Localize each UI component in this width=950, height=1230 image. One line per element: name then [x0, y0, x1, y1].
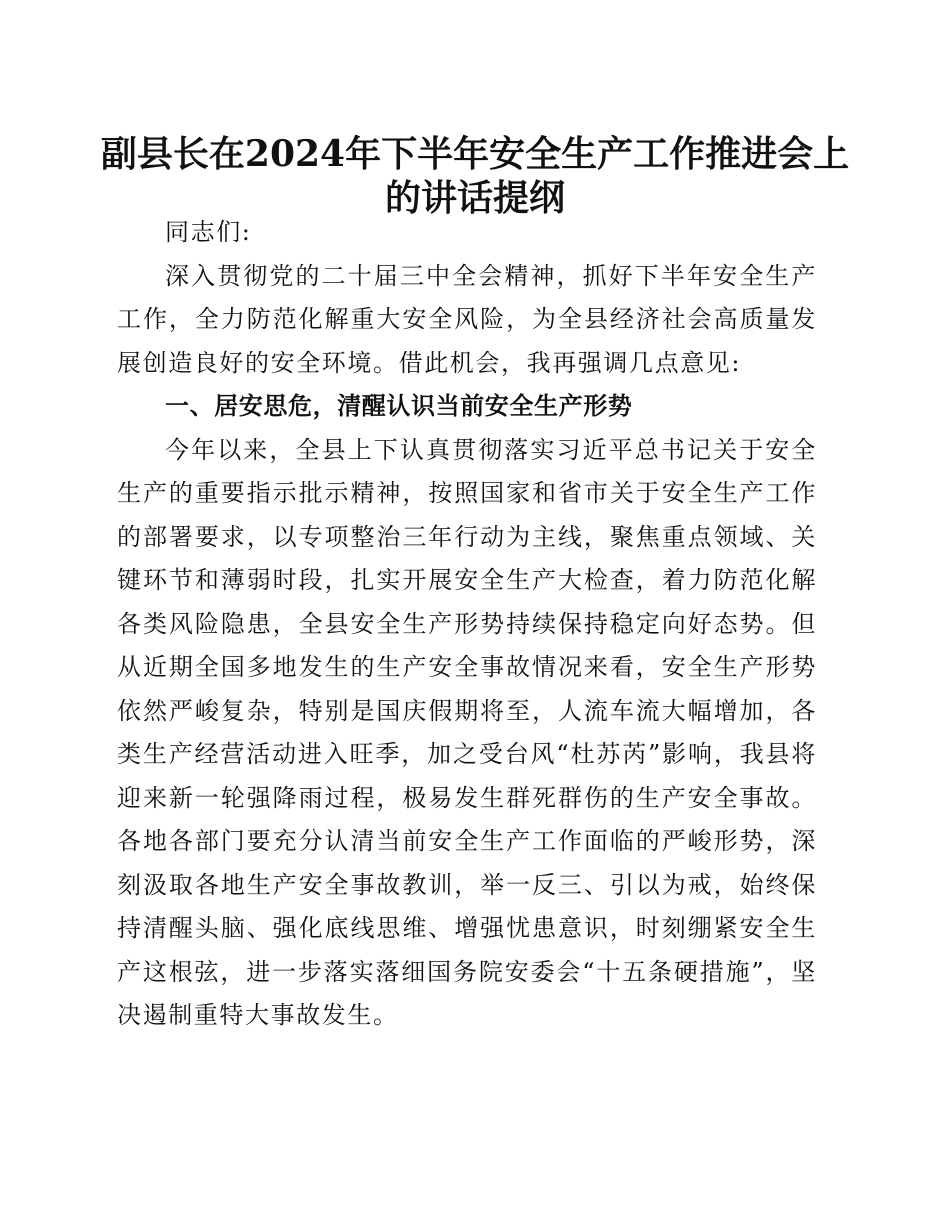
document-title: 副县长在2024年下半年安全生产工作推进会上的讲话提纲	[100, 133, 850, 219]
document-body	[117, 211, 817, 1038]
section-heading: 一、居安思危，清醒认识当前安全生产形势	[165, 392, 633, 420]
salutation: 同志们:	[165, 218, 252, 246]
intro-paragraph: 深入贯彻党的二十届三中全会精神，抓好下半年安全生产工作，全力防范化解重大安全风险，为全县经济社会高质量发展创造良好的安全环境。借此机会，我再强调几点意见:	[117, 261, 817, 377]
section-paragraph: 今年以来，全县上下认真贯彻落实习近平总书记关于安全生产的重要指示批示精神，按照国家和省市关于安全生产工作的部署要求，以专项整治三年行动为主线，聚焦重点领域、关键环节和薄弱时段，扎实开展安全生产大检查，着力防范化解各类风险隐患，全县安全生产形势持续保持稳定向好态势。但从近期全国多地发生的生产安全事故情况来看，安全生产形势依然严峻复杂，特别是国庆假期将至，人流车流大幅增加，各类生产经营活动进入旺季，加之受台风“杜苏芮”影响，我县将迎来新一轮强降雨过程，极易发生群死群伤的生产安全事故。各地各部门要充分认清当前安全生产工作面临的严峻形势，深刻汲取各地生产安全事故教训，举一反三、引以为戒，始终保持清醒头脑、强化底线思维、增强忧患意识，时刻绷紧安全生产这根弦，进一步落实落细国务院安委会“十五条硬措施”，坚决遏制重特大事故发生。	[117, 435, 817, 1029]
